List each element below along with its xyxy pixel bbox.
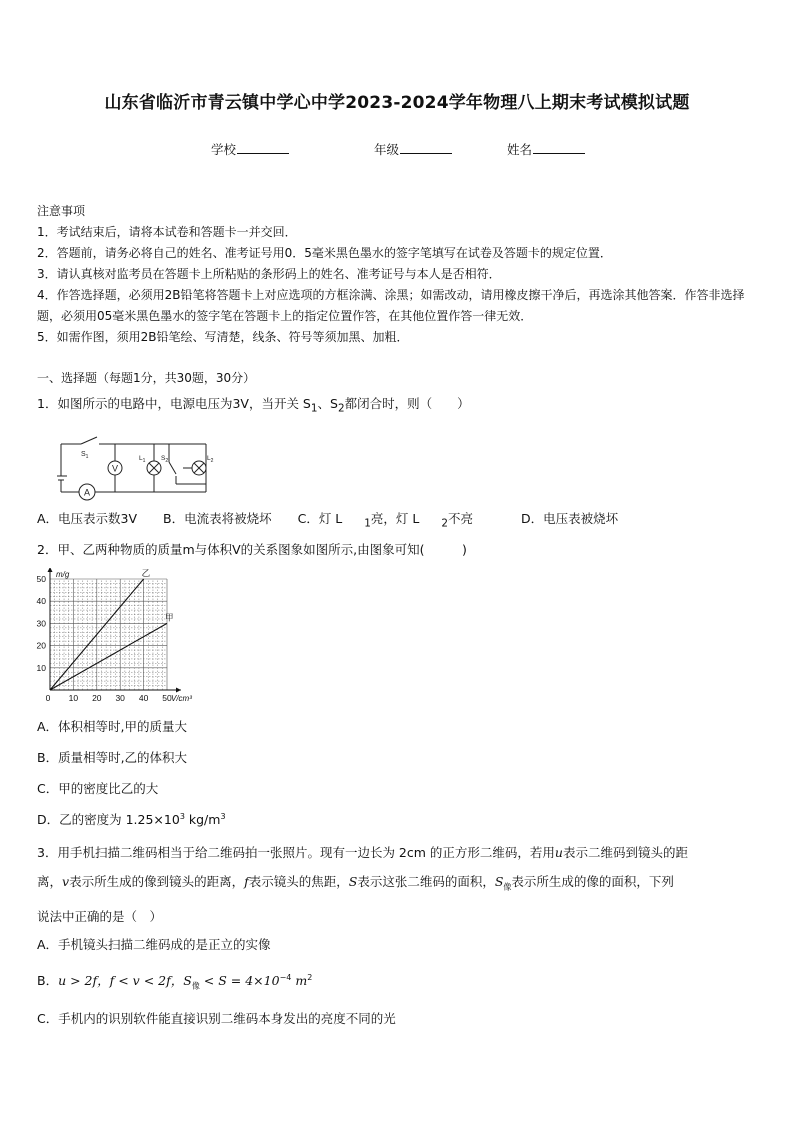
q3-line-1: 3．用手机扫描二维码相当于给二维码拍一张照片。现有一边长为 2cm 的正方形二维码，若用u表示二维码到镜头的距 [37,845,688,860]
notes-block [37,201,759,348]
q2-option-a[interactable]: A．体积相等时,甲的质量大 [37,719,188,734]
name-label: 姓名 [507,142,533,157]
x-tick-label: 40 [138,693,149,703]
q3-option-b[interactable]: B．u > 2f，f < v < 2f，$S_像 < S = 4\times 10^{-4}$ $m^2$ [37,972,313,991]
q3-option-c[interactable]: C．手机内的识别软件能直接识别二维码本身发出的亮度不同的光 [37,1011,396,1026]
q2-option-d[interactable]: D．乙的密度为 $1.25\times 10^3$ $kg/m^3$ [37,811,226,827]
question-3 [37,838,759,931]
question-1 [37,394,759,419]
q1-option-a[interactable]: A．电压表示数3V [37,511,138,526]
voltmeter-label: V [111,463,119,474]
q1-sub: 2 [337,402,345,415]
lamp-l2-label: $L_2$ [207,455,214,464]
grade-blank[interactable] [400,141,452,154]
school-blank[interactable] [237,141,289,154]
y-axis-label: m/g [56,570,70,579]
q2-option-b[interactable]: B．质量相等时,乙的体积大 [37,750,188,765]
y-tick-label: 10 [36,662,46,673]
x-axis-label: V/cm³ [171,694,192,703]
x-tick-label: 20 [92,693,102,703]
question-2 [37,540,759,560]
q1-option-d[interactable]: D．电压表被烧坏 [520,511,619,526]
series-label: 甲 [165,612,174,623]
school-field[interactable] [211,140,289,158]
q1-options [37,509,640,530]
lamp-l1-label: $L_1$ [139,455,146,464]
q1-option-b[interactable]: B．电流表将被烧坏 [163,511,272,526]
name-blank[interactable] [533,141,585,154]
q3-option-a[interactable]: A．手机镜头扫描二维码成的是正立的实像 [37,937,271,952]
grade-label: 年级 [374,142,400,157]
q1-stem: 都闭合时，则（ ） [344,396,470,411]
x-tick-label: 50 [162,693,172,703]
q1-stem: 1．如图所示的电路中，电源电压为3V，当开关 S [37,396,311,411]
y-tick-label: 20 [36,640,46,651]
school-label: 学校 [211,142,237,157]
x-tick-label: 10 [68,693,79,703]
note-item: 2．答题前，请务必将自己的姓名、准考证号用0．5毫米黑色墨水的签字笔填写在试卷及答题卡的规定位置． [37,246,612,260]
q2-stem: 2．甲、乙两种物质的质量m与体积V的关系图象如图所示,由图象可知( ) [37,542,467,557]
y-tick-label: 40 [36,596,46,607]
note-item: 1．考试结束后，请将本试卷和答题卡一并交回． [37,225,297,239]
ammeter-label: A [83,487,91,498]
q3-line-2: 离，v表示所生成的像到镜头的距离，f表示镜头的焦距，S表示这张二维码的面积，$S_像$表示所生成的像的面积，下列 [37,874,674,892]
y-tick-label: 50 [36,574,46,584]
switch-s1-label: $S_1$ [81,451,89,460]
section-heading: 一、选择题（每题1分，共30题，30分） [37,371,256,385]
series-line [50,623,167,690]
q1-stem: 、S [317,396,338,411]
note-item: 3．请认真核对监考员在答题卡上所粘贴的条形码上的姓名、准考证号与本人是否相符． [37,267,501,281]
y-axis-arrow [48,568,53,572]
note-item: 4．作答选择题，必须用2B铅笔将答题卡上对应选项的方框涂满、涂黑；如需改动，请用橡皮擦干净后，再选涂其他答案．作答非选择题，必须用05毫米黑色墨水的签字笔在答题卡上的指定位置作答，在其他位置作答一律无效． [37,288,745,323]
name-field[interactable] [507,140,585,158]
grade-field[interactable] [374,140,452,158]
q1-option-c[interactable]: C．灯 L $_1$亮，灯 L $_2$不亮 [297,511,473,530]
q1-sub: 1 [310,402,318,415]
page-title: 山东省临沂市青云镇中学心中学2023-2024学年物理八上期末考试模拟试题 [104,93,690,113]
q3-line-3: 说法中正确的是（ ） [37,908,163,924]
notes-heading: 注意事项 [37,204,86,218]
origin-label: 0 [45,693,51,703]
note-item: 5．如需作图，须用2B铅笔绘、写清楚，线条、符号等须加黑、加粗． [37,330,409,344]
y-tick-label: 30 [36,618,46,629]
switch-s2-label: $S_2$ [161,455,169,464]
x-tick-label: 30 [115,693,125,703]
q2-option-c[interactable]: C．甲的密度比乙的大 [37,781,159,796]
circuit-diagram [57,432,217,504]
series-label: 乙 [141,568,151,578]
mass-volume-chart [30,568,200,708]
x-axis-arrow [176,688,181,693]
